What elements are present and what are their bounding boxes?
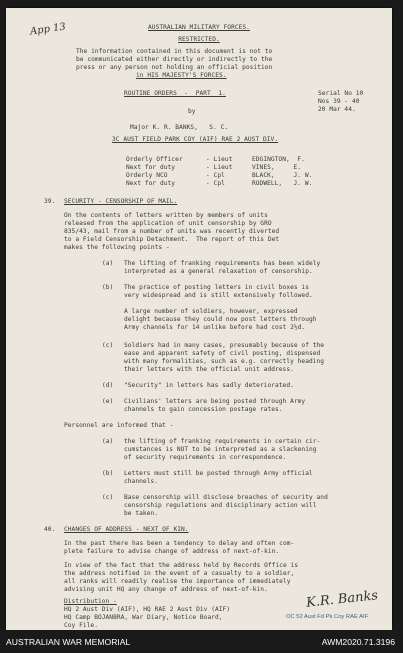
archive-reference: AWM2020.71.3196	[321, 637, 395, 647]
archive-name: AUSTRALIAN WAR MEMORIAL	[6, 637, 131, 647]
section-39-title: SECURITY - CENSORSHIP OF MAIL.	[64, 198, 178, 205]
unit-name: 3C AUST FIELD PARK COY (AIF) RAE 2 AUST DIV.	[112, 136, 279, 143]
org-heading: AUSTRALIAN MILITARY FORCES.	[148, 24, 250, 31]
routine-orders-title: ROUTINE ORDERS - PART 1.	[124, 90, 226, 97]
signature: K.R. Banks	[305, 588, 379, 611]
unit-stamp: OC 52 Aust Fd Pk Coy RAE AIF	[286, 614, 369, 620]
document-page: App 13 AUSTRALIAN MILITARY FORCES. RESTRICTED. The information contained in this document is not to be communicated either directly or indirectly to the press or any person not holding an official position in HIS MAJESTY'S FORCES. ROUTINE ORDERS - PART 1. Serial No 10 Nos 39 - 40 20 Mar 44. by Major K. R. BANKS, S. C. 3C AUST FIELD PARK COY (AIF) RAE 2 AUST DIV. Orderly Officer - Lieut EDGINGTON, F. Next for duty - Lieut VINES, E. Orderly NCO - Cpl BLACK, J. W. Next for duty - Cpl RODWELL, J. W. 39. SECURITY - CENSORSHIP OF MAIL. On the contents of letters written by members of units released from the application of unit censorship by GRO 835/43, mail from a number of units was recently diverted to a Field Censorship Detachment. The report of this Det makes the following points - (a) The lifting of franking requirements has been widely interpreted as a general relaxation of censorship. (b) The practice of posting letters in civil boxes is very widespread and is still extensively followed. A large number of soldiers, however, expressed delight because they could now post letters through Army channels for 14 unlike before had cost 2½d. (c) Soldiers had in many cases, presumably because of the ease and apparent safety of civil posting, dispensed with many formalities, such as e.g. correctly heading their letters with the official unit address. (d) "Security" in letters has sadly deteriorated. (e) Civilians' letters are being posted through Army channels to gain concession postage rates. Personnel are informed that - (a) the lifting of franking requirements in certain cir- cumstances is NOT to be interpreted as a slackening of security requirements in correspondence. (b) Letters must still be posted through Army official channels. (c) Base censorship will disclose breaches of security and censorship regulations and disciplinary action will be taken. 40. CHANGES OF ADDRESS - NEXT OF KIN. In the past there has been a tendency to delay and often com- plete failure to advise change of address of next-of-kin. In view of the fact that the address held by Records Office is the address notified in the event of a casualty to a soldier, all ranks will readily realise the importance of immediately advising unit HQ any change of address of next-of-kin. Distribution - HQ 2 Aust Div (AIF), HQ RAE 2 Aust Div (AIF) HQ Camp BOJANBRA, War Diary, Notice Board, Coy File. K.R. Banks OC 52 Aust Fd Pk Coy RAE AIF	[6, 8, 392, 630]
restricted-heading: RESTRICTED.	[178, 36, 220, 43]
section-40-number: 40.	[44, 526, 56, 533]
commander-name: Major K. R. BANKS, S. C.	[130, 124, 229, 131]
by-label: by	[188, 108, 196, 115]
section-40-title: CHANGES OF ADDRESS - NEXT OF KIN.	[64, 526, 189, 533]
personnel-intro: Personnel are informed that -	[64, 422, 174, 429]
section-39-number: 39.	[44, 198, 56, 205]
archive-footer	[0, 630, 403, 653]
handwritten-reference: App 13	[29, 21, 67, 38]
